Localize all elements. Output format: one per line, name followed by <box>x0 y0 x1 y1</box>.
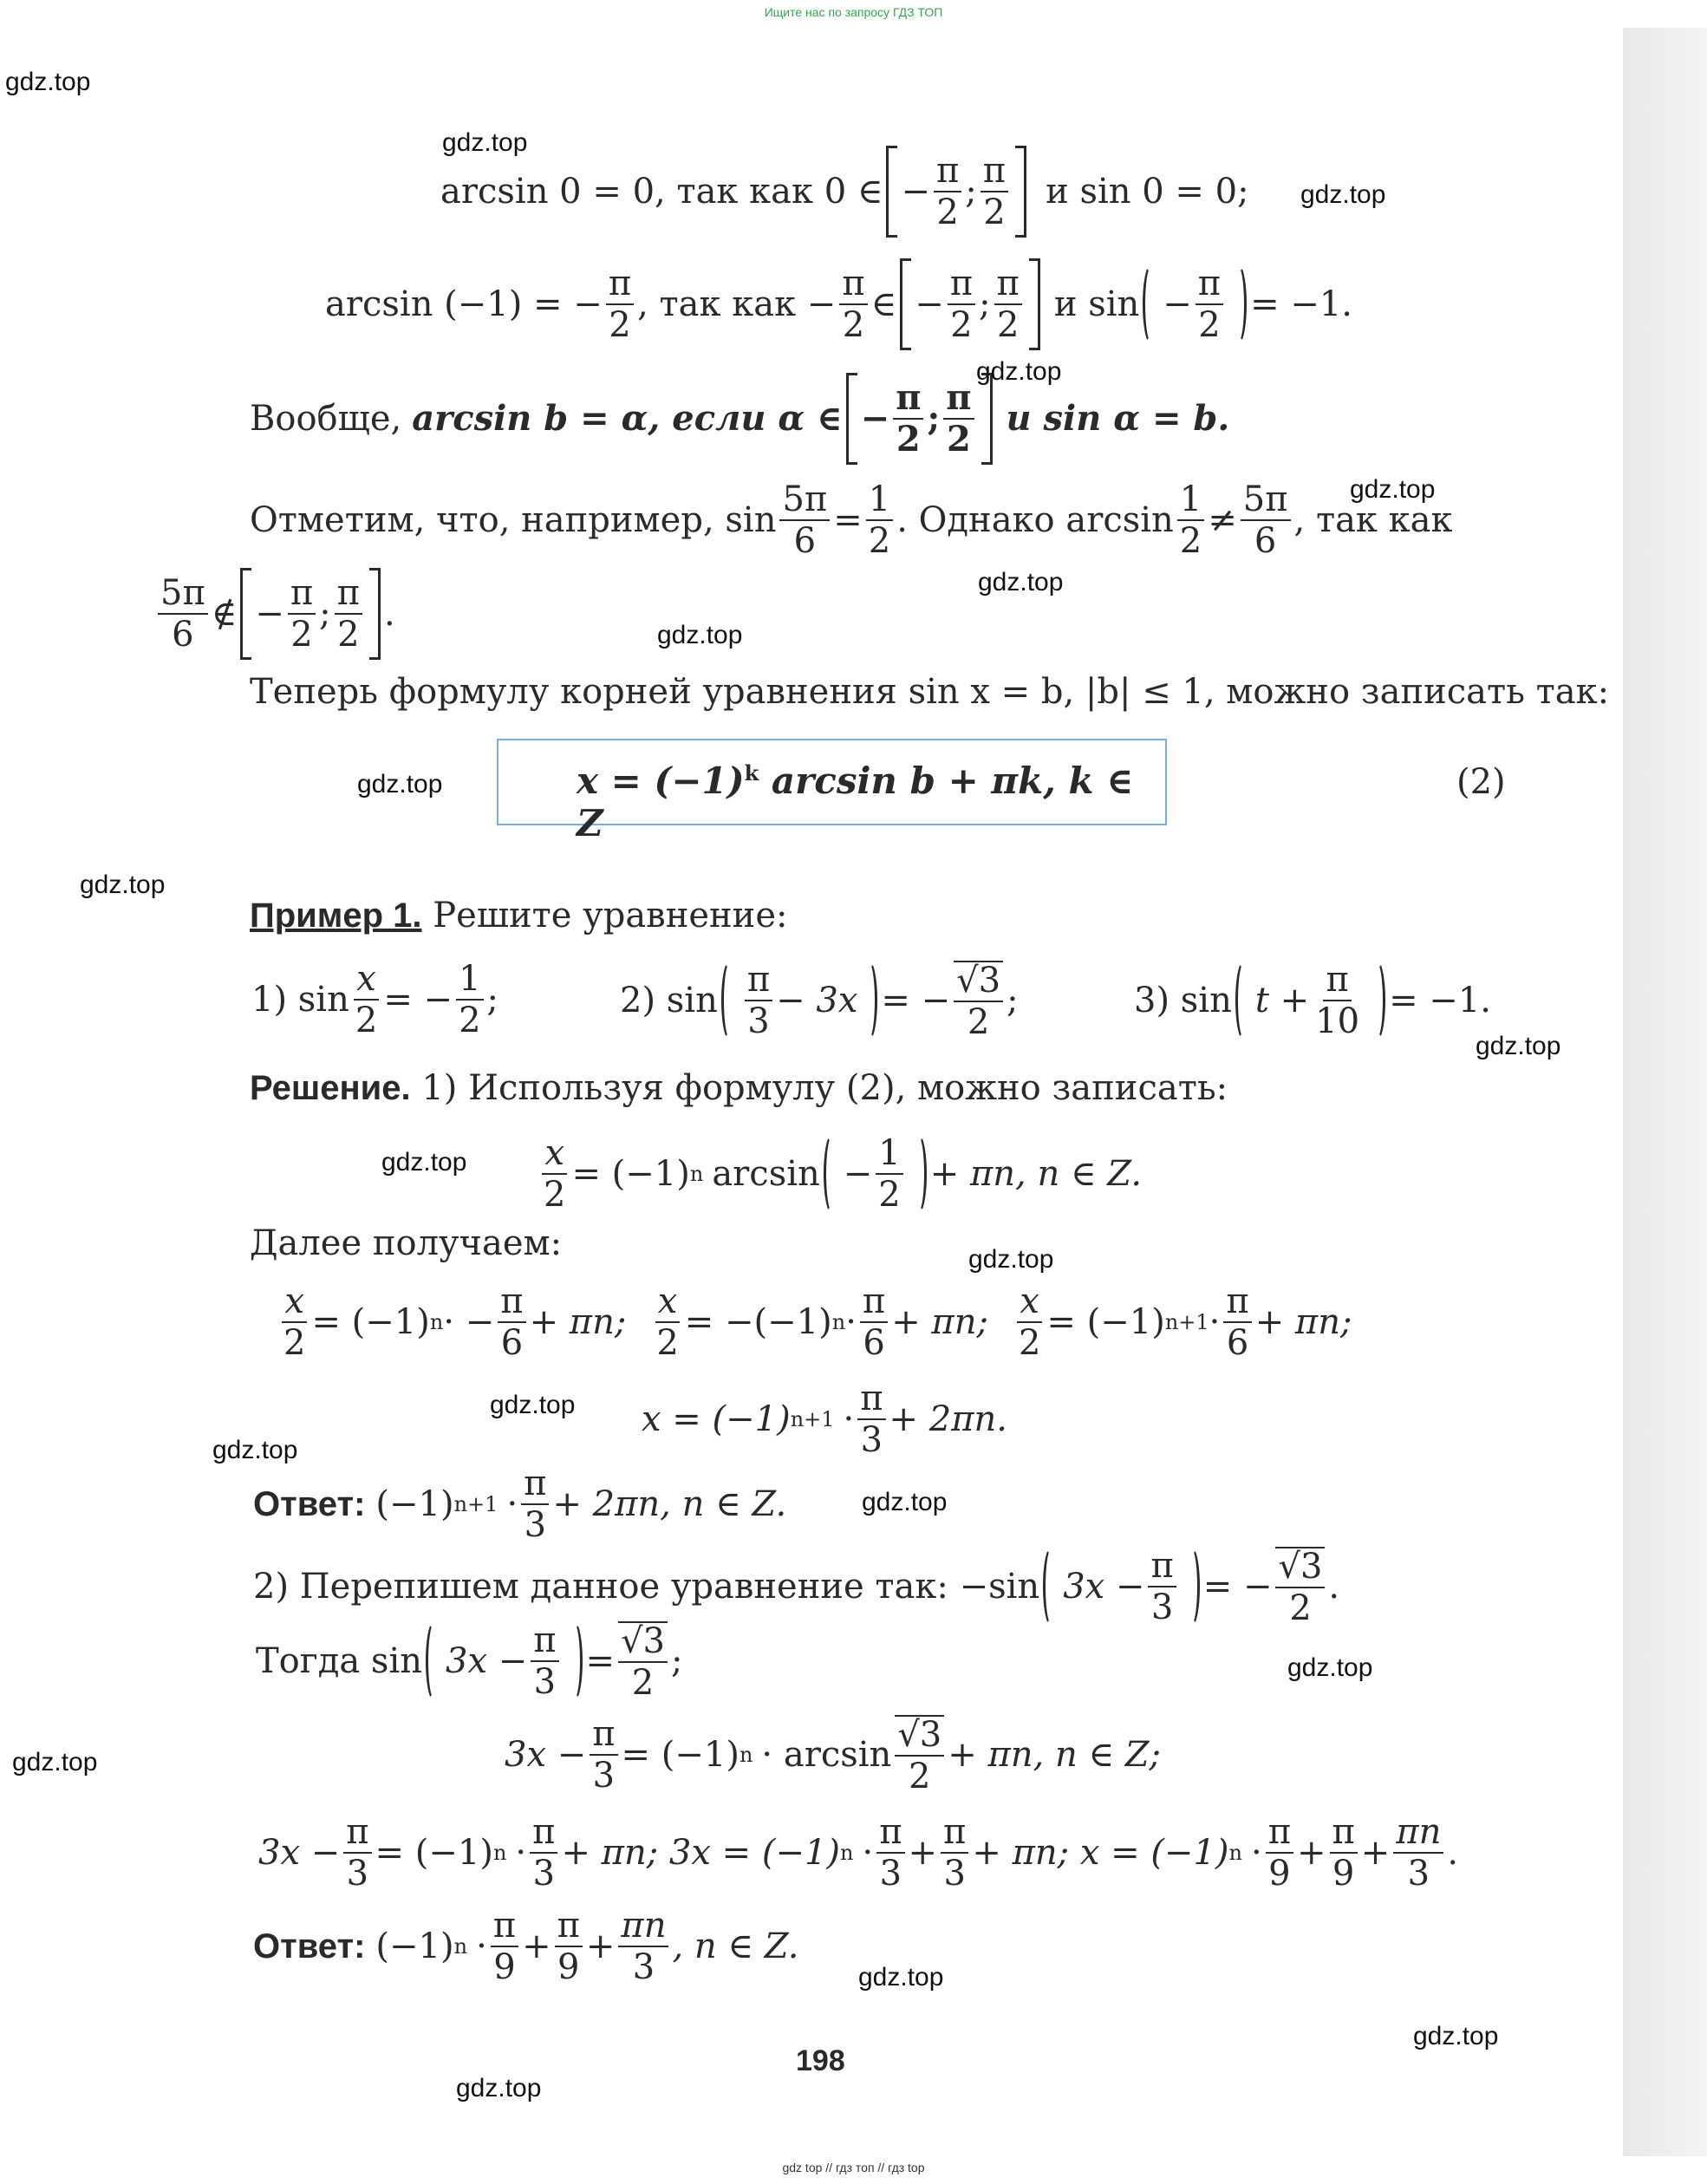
example-equation-2: 2) sin $\frac{\pi}{3}$ − 3x = − $\frac{√3}{2}$ ; <box>620 960 1019 1042</box>
part-2-then: Тогда sin 3x − $\frac{\pi}{3}$ = $\frac{√3}{2}$ ; <box>256 1620 683 1703</box>
watermark: gdz.top <box>1413 2022 1499 2050</box>
answer-2: Ответ: (−1) n · $\frac{\pi}{9}$ + $\frac{\pi}{9}$ + $\frac{\pi n}{3}$ , n ∈ Z. <box>253 1906 799 1987</box>
formula-number: (2) <box>1456 762 1506 802</box>
solution-step-2: $\frac{x}{2}$ = (−1) n · − $\frac{\pi}{6}$ + πn; $\frac{x}{2}$ = −(−1) n · $\frac{\pi}{6}$ + πn; $\frac{x}{2}$ = (−1) n+1 · $\frac{\pi}{6}$ + πn; <box>283 1281 1352 1363</box>
further-label: Далее получаем: <box>250 1223 563 1263</box>
watermark: gdz.top <box>490 1391 576 1419</box>
watermark: gdz.top <box>212 1436 298 1464</box>
answer-1: Ответ: (−1) n+1 · $\frac{\pi}{3}$ + 2πn, n ∈ Z. <box>253 1464 787 1545</box>
watermark: gdz.top <box>978 568 1064 597</box>
example-equation-1: 1) sin $\frac{x}{2}$ = − $\frac{1}{2}$ ; <box>251 959 498 1040</box>
bottom-note: gdz top // гдз топ // гдз top <box>782 2161 925 2174</box>
watermark: gdz.top <box>5 68 91 96</box>
watermark: gdz.top <box>862 1488 948 1516</box>
page-edge-shadow <box>1623 28 1707 2156</box>
bracket-right <box>1015 146 1026 238</box>
solution-result-1: x = (−1) n+1 · $\frac{\pi}{3}$ + 2πn. <box>642 1379 1007 1460</box>
watermark: gdz.top <box>456 2074 542 2103</box>
watermark: gdz.top <box>1476 1032 1561 1060</box>
line-not-in-interval: $\frac{5\pi}{6}$ ∉ − $\frac{\pi}{2}$ ; $\frac{\pi}{2}$ . <box>154 568 395 660</box>
watermark: gdz.top <box>80 870 166 899</box>
watermark: gdz.top <box>1287 1653 1373 1682</box>
watermark: gdz.top <box>12 1748 98 1777</box>
watermark: gdz.top <box>381 1148 467 1177</box>
watermark: gdz.top <box>1350 475 1436 504</box>
line-general-definition: Вообще, arcsin b = α, если α ∈ − $\frac{\pi}{2}$ ; $\frac{\pi}{2}$ и sin α = b. <box>250 373 1229 465</box>
watermark: gdz.top <box>968 1245 1054 1274</box>
watermark: gdz.top <box>1300 180 1386 209</box>
example-heading: Пример 1. Решите уравнение: <box>250 896 788 936</box>
watermark: gdz.top <box>442 128 528 157</box>
line-arcsin-minus-one: arcsin (−1) = − $\frac{\pi}{2}$ , так как − $\frac{\pi}{2}$ ∈ − $\frac{\pi}{2}$ ; $\frac{\pi}{2}$ и sin − $\frac{\pi}{2}$ = −1. <box>325 258 1352 350</box>
solution-step-1: $\frac{x}{2}$ = (−1) n arcsin − $\frac{1}{2}$ + πn, n ∈ Z. <box>544 1133 1143 1215</box>
page-number: 198 <box>796 2044 845 2077</box>
watermark: gdz.top <box>976 357 1062 386</box>
formula-box <box>497 739 1167 844</box>
part-2-step-1: 3x − $\frac{\pi}{3}$ = (−1) n · arcsin $\frac{√3}{2}$ + πn, n ∈ Z; <box>505 1714 1162 1796</box>
roots-formula: $x = (-1)^k$ arcsin b + πk, k ∈ Z <box>577 760 1134 844</box>
bracket-left <box>886 146 897 238</box>
part-2-step-2: 3x − $\frac{\pi}{3}$ = (−1) n · $\frac{\pi}{3}$ + πn; 3x = (−1) n · $\frac{\pi}{3}$ + $\frac{\pi}{3}$ + πn; x = (−1) n · $\frac{\pi}{9}$ + $\frac{\pi}{9}$ + $\frac{\pi n}{3}$ . <box>258 1812 1459 1894</box>
watermark: gdz.top <box>657 621 743 649</box>
line-arcsin-zero: arcsin 0 = 0, так как 0 ∈ − $\frac{\pi}{2}$ ; $\frac{\pi}{2}$ и sin 0 = 0; <box>440 146 1249 238</box>
watermark: gdz.top <box>357 770 443 799</box>
watermark: gdz.top <box>858 1963 944 1992</box>
line-note-example: Отметим, что, например, sin $\frac{5\pi}{6}$ = $\frac{1}{2}$ . Однако arcsin $\frac{1}{2}$ ≠ $\frac{5\pi}{6}$ , так как <box>250 479 1453 561</box>
solution-heading: Решение. 1) Используя формулу (2), можно записать: <box>250 1068 1228 1108</box>
example-equation-3: 3) sin t + $\frac{\pi}{10}$ = −1. <box>1134 960 1491 1041</box>
part-2-rewrite: 2) Перепишем данное уравнение так: −sin 3x − $\frac{\pi}{3}$ = − $\frac{√3}{2}$ . <box>253 1546 1340 1628</box>
top-note: Ищите нас по запросу ГДЗ ТОП <box>764 5 943 19</box>
line-formula-intro: Теперь формулу корней уравнения sin x = b, |b| ≤ 1, можно записать так: <box>250 672 1610 712</box>
